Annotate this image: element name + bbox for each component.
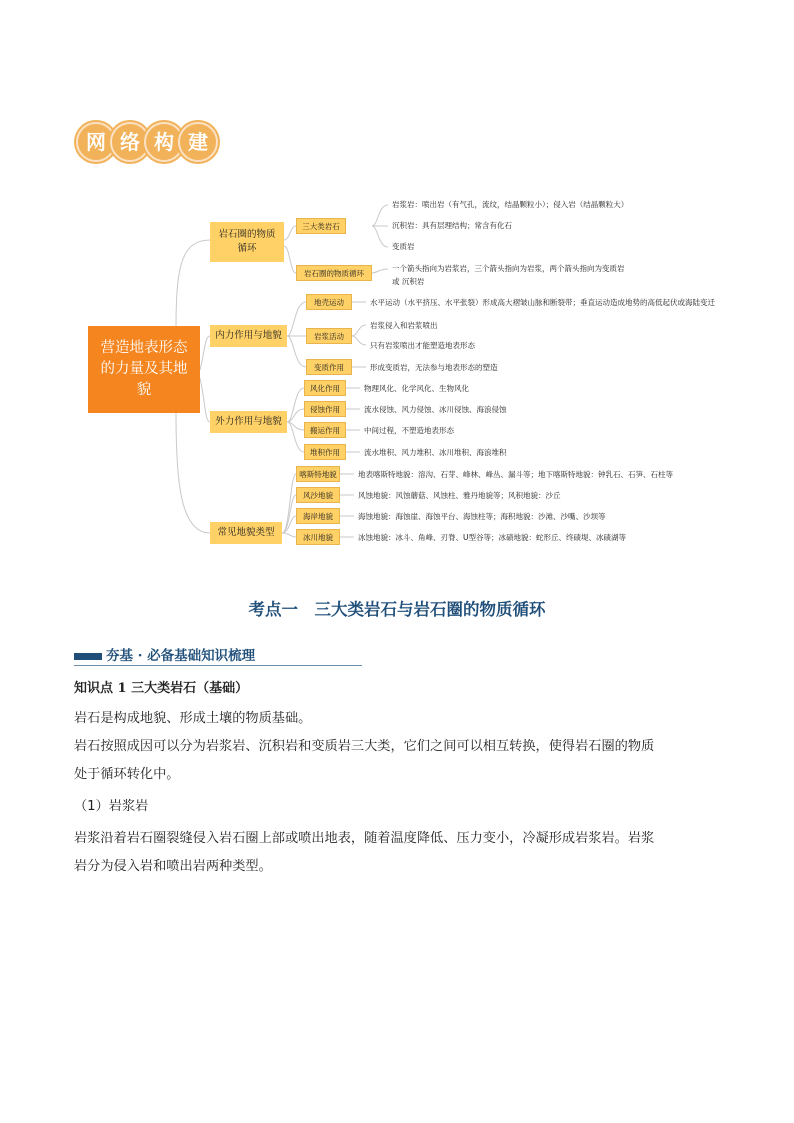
- paragraph: 岩浆沿着岩石圈裂缝侵入岩石圈上部或喷出地表，随着温度降低、压力变小，冷凝形成岩浆岩。岩浆: [74, 831, 655, 846]
- subheader-marker: [74, 653, 102, 660]
- node-magmatic-activity: 岩浆活动: [306, 328, 352, 344]
- mind-map-root: 营造地表形态的力量及其地貌: [88, 326, 200, 413]
- leaf-text: 地表喀斯特地貌：溶沟、石芽、峰林、峰丛、漏斗等；地下喀斯特地貌：钟乳石、石笋、石柱等: [358, 470, 673, 479]
- node-aeolian: 风沙地貌: [296, 487, 340, 503]
- node-crustal-movement: 地壳运动: [306, 294, 352, 310]
- branch-rock-cycle: 岩石圈的物质循环: [210, 222, 284, 262]
- leaf-text: 中间过程，不塑造地表形态: [364, 426, 454, 435]
- paragraph: （1）岩浆岩: [74, 799, 149, 814]
- node-karst: 喀斯特地貌: [296, 466, 340, 482]
- knowledge-point-title: 知识点 1 三大类岩石（基础）: [74, 681, 249, 696]
- leaf-text: 变质岩: [392, 242, 415, 251]
- leaf-text: 或 沉积岩: [392, 277, 425, 286]
- node-metamorphism: 变质作用: [306, 359, 352, 375]
- section-title: 考点一 三大类岩石与岩石圈的物质循环: [248, 600, 546, 619]
- branch-internal-forces: 内力作用与地貌: [210, 325, 287, 347]
- node-glacial: 冰川地貌: [296, 529, 340, 545]
- paragraph: 处于循环转化中。: [74, 767, 180, 782]
- subheader: [74, 644, 362, 666]
- node-coastal: 海岸地貌: [296, 508, 340, 524]
- leaf-text: 岩浆岩：喷出岩（有气孔，流纹，结晶颗粒小）；侵入岩（结晶颗粒大）: [392, 200, 629, 209]
- leaf-text: 海蚀地貌：海蚀崖、海蚀平台、海蚀柱等；海积地貌：沙滩、沙嘴、沙坝等: [358, 512, 606, 521]
- leaf-text: 流水堆积、风力堆积、冰川堆积、海浪堆积: [364, 448, 507, 457]
- badge-char: 网: [76, 122, 116, 162]
- node-deposition: 堆积作用: [304, 444, 346, 460]
- paragraph: 岩分为侵入岩和喷出岩两种类型。: [74, 859, 272, 874]
- node-transport: 搬运作用: [304, 422, 346, 438]
- node-weathering: 风化作用: [304, 380, 346, 396]
- badge-char: 建: [178, 122, 218, 162]
- leaf-text: 一个箭头指向为岩浆岩，三个箭头指向为岩浆，两个箭头指向为变质岩: [392, 264, 625, 273]
- branch-external-forces: 外力作用与地貌: [210, 411, 287, 433]
- leaf-text: 风蚀地貌：风蚀蘑菇、风蚀柱、雅丹地貌等；风积地貌：沙丘: [358, 491, 561, 500]
- leaf-text: 水平运动（水平挤压、水平张裂）形成高大褶皱山脉和断裂带；垂直运动造成地势的高低起伏或海陆变迁: [370, 298, 715, 307]
- leaf-text: 形成变质岩，无法参与地表形态的塑造: [370, 363, 498, 372]
- leaf-text: 沉积岩：具有层理结构；常含有化石: [392, 221, 512, 230]
- badge-char: 络: [110, 122, 150, 162]
- node-rock-cycle: 岩石圈的物质循环: [296, 265, 372, 281]
- subheader-underline: [74, 665, 362, 666]
- node-three-rock-types: 三大类岩石: [296, 218, 346, 234]
- badge-char: 构: [144, 122, 184, 162]
- leaf-text: 岩浆侵入和岩浆喷出: [370, 321, 438, 330]
- leaf-text: 只有岩浆喷出才能塑造地表形态: [370, 341, 475, 350]
- subheader-text: 夯基 · 必备基础知识梳理: [106, 648, 256, 664]
- leaf-text: 冰蚀地貌：冰斗、角峰、刃脊、U型谷等；冰碛地貌：蛇形丘、终碛堤、冰碛湖等: [358, 533, 626, 542]
- branch-landforms: 常见地貌类型: [210, 522, 282, 544]
- leaf-text: 流水侵蚀、风力侵蚀、冰川侵蚀、海浪侵蚀: [364, 405, 507, 414]
- node-erosion: 侵蚀作用: [304, 401, 346, 417]
- paragraph: 岩石是构成地貌、形成土壤的物质基础。: [74, 711, 312, 726]
- leaf-text: 物理风化、化学风化、生物风化: [364, 384, 469, 393]
- paragraph: 岩石按照成因可以分为岩浆岩、沉积岩和变质岩三大类，它们之间可以相互转换，使得岩石圈的物质: [74, 739, 655, 754]
